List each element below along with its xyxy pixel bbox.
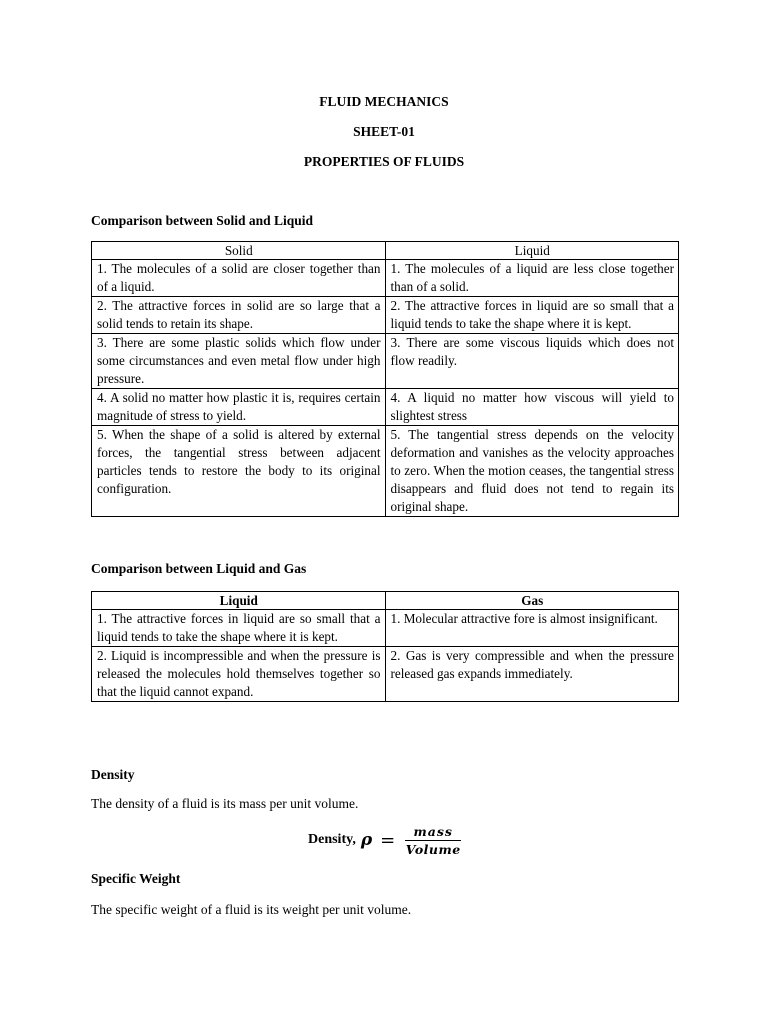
table-cell: 1. The attractive forces in liquid are so small that a liquid tends to take the shape where it is kept. [92,610,386,647]
table-row [92,334,679,389]
table-row [92,426,679,517]
specific-weight-heading: Specific Weight [91,871,181,886]
table-cell: 3. There are some viscous liquids which does not flow readily. [385,334,679,389]
table-row [92,297,679,334]
table-header-row [92,592,679,610]
table-cell: 2. The attractive forces in solid are so large that a solid tends to retain its shape. [92,297,386,334]
liquid-gas-table [91,591,679,702]
density-formula [308,818,461,862]
table-cell: 2. The attractive forces in liquid are so small that a liquid tends to take the shape where it is kept. [385,297,679,334]
table-cell: 4. A liquid no matter how viscous will yield to slightest stress [385,389,679,426]
fraction-denominator: Volume [405,841,461,857]
doc-subtitle: PROPERTIES OF FLUIDS [303,154,465,169]
table-cell: 5. When the shape of a solid is altered by external forces, the tangential stress between adjacent particles tends to restore the body to its original configuration. [92,426,386,517]
equals-sign: = [380,829,396,851]
section-heading-liquid-gas: Comparison between Liquid and Gas [91,561,307,576]
table-row [92,647,679,702]
column-header: Gas [385,592,679,610]
formula-label: Density, [308,832,356,847]
table-cell: 4. A solid no matter how plastic it is, requires certain magnitude of stress to yield. [92,389,386,426]
solid-liquid-table [91,241,679,517]
column-header: Liquid [92,592,386,610]
table-cell: 2. Gas is very compressible and when the pressure released gas expands immediately. [385,647,679,702]
density-heading: Density [91,767,135,782]
column-header: Liquid [385,242,679,260]
density-definition: The density of a fluid is its mass per unit volume. [91,796,359,811]
table-row [92,260,679,297]
table-header-row [92,242,679,260]
rho-symbol: ρ [360,830,373,850]
table-cell: 3. There are some plastic solids which flow under some circumstances and even metal flow under high pressure. [92,334,386,389]
column-header: Solid [92,242,386,260]
table-cell: 1. The molecules of a liquid are less close together than of a solid. [385,260,679,297]
fraction-numerator: mass [413,823,453,839]
table-cell: 1. Molecular attractive fore is almost insignificant. [385,610,679,647]
specific-weight-definition: The specific weight of a fluid is its weight per unit volume. [91,902,412,917]
sheet-number: SHEET-01 [353,124,415,139]
table-row [92,610,679,647]
table-row [92,389,679,426]
doc-title: FLUID MECHANICS [319,94,449,109]
table-cell: 2. Liquid is incompressible and when the pressure is released the molecules hold themselves together so that the liquid cannot expand. [92,647,386,702]
section-heading-solid-liquid: Comparison between Solid and Liquid [91,213,314,228]
fraction [405,824,461,857]
table-cell: 1. The molecules of a solid are closer together than of a liquid. [92,260,386,297]
table-cell: 5. The tangential stress depends on the velocity deformation and vanishes as the velocity approaches to zero. When the motion ceases, the tangential stress disappears and fluid does not tend to regain its original shape. [385,426,679,517]
